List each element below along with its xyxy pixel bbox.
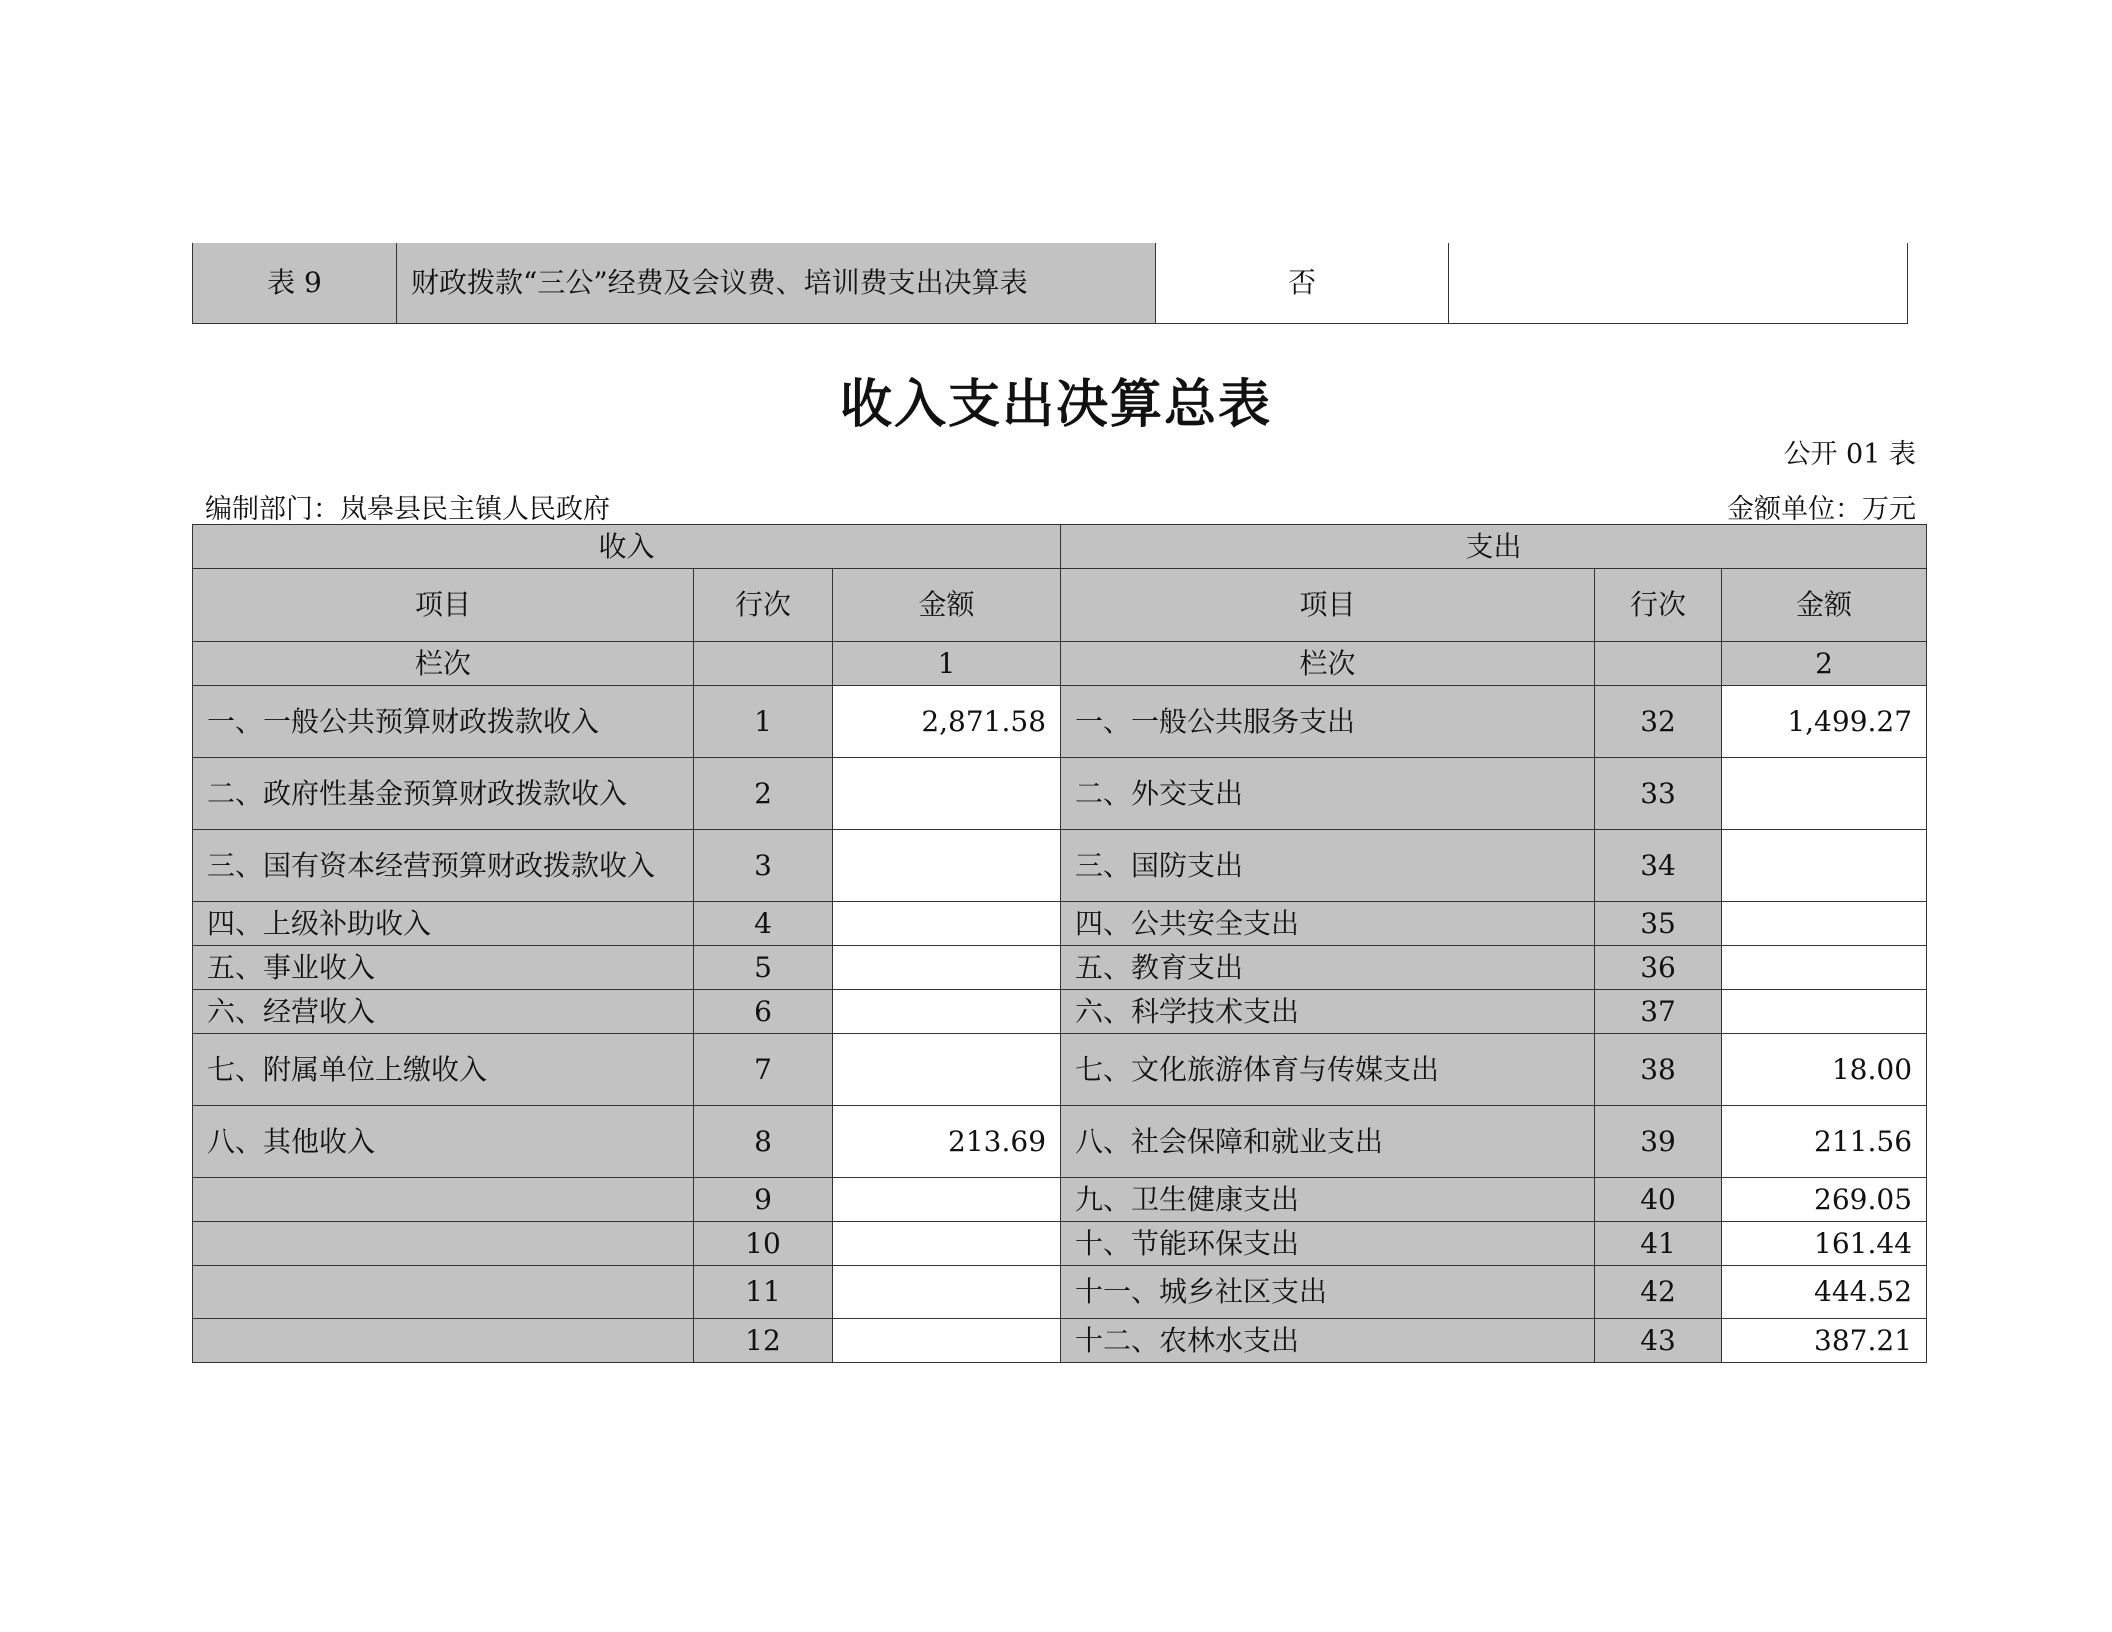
section-header-row (193, 525, 1927, 569)
expense-line-cell: 33 (1595, 758, 1722, 830)
report-title: 收入支出决算总表 (839, 374, 1272, 435)
expense-line-cell: 37 (1595, 990, 1722, 1034)
income-amount-cell (833, 1034, 1061, 1106)
expense-amount-cell: 387.21 (1722, 1319, 1927, 1363)
income-item-cell: 一、一般公共预算财政拨款收入 (193, 686, 694, 758)
income-line-header: 行次 (694, 569, 833, 642)
income-item-cell: 六、经营收入 (193, 990, 694, 1034)
income-line-cell: 1 (694, 686, 833, 758)
table-name-cell: 财政拨款“三公”经费及会议费、培训费支出决算表 (397, 243, 1156, 324)
expense-line-cell: 40 (1595, 1178, 1722, 1222)
expense-item-cell: 十一、城乡社区支出 (1061, 1266, 1595, 1319)
table-row (193, 990, 1927, 1034)
amount-unit-label: 金额单位：万元 (1727, 494, 1916, 525)
expense-item-cell: 三、国防支出 (1061, 830, 1595, 902)
income-amount-cell (833, 1319, 1061, 1363)
empty-flag-cell: 否 (1156, 243, 1449, 324)
table-row (193, 830, 1927, 902)
income-item-cell (193, 1178, 694, 1222)
income-item-cell: 四、上级补助收入 (193, 902, 694, 946)
table-row (193, 1222, 1927, 1266)
table-row (193, 758, 1927, 830)
expense-line-cell: 36 (1595, 946, 1722, 990)
income-amount-cell (833, 902, 1061, 946)
expense-item-cell: 一、一般公共服务支出 (1061, 686, 1595, 758)
income-amount-cell (833, 830, 1061, 902)
table-row (193, 946, 1927, 990)
income-line-cell: 9 (694, 1178, 833, 1222)
income-item-cell: 七、附属单位上缴收入 (193, 1034, 694, 1106)
expense-amount-cell: 269.05 (1722, 1178, 1927, 1222)
expense-column-number: 2 (1722, 642, 1927, 686)
column-number-row (193, 642, 1927, 686)
income-amount-cell (833, 758, 1061, 830)
expense-amount-cell: 161.44 (1722, 1222, 1927, 1266)
expense-line-cell: 32 (1595, 686, 1722, 758)
expense-amount-cell (1722, 758, 1927, 830)
income-amount-cell (833, 1222, 1061, 1266)
table-code: 公开 01 表 (1783, 439, 1916, 470)
income-column-number: 1 (833, 642, 1061, 686)
table-row (193, 902, 1927, 946)
expense-section-header: 支出 (1061, 525, 1927, 569)
catalogue-row (193, 243, 1908, 324)
income-line-cell: 8 (694, 1106, 833, 1178)
income-line-cell: 7 (694, 1034, 833, 1106)
table-row (193, 1266, 1927, 1319)
income-expense-table (192, 524, 1927, 1363)
income-column-label: 栏次 (193, 642, 694, 686)
expense-line-cell: 34 (1595, 830, 1722, 902)
income-line-cell: 12 (694, 1319, 833, 1363)
expense-item-cell: 十二、农林水支出 (1061, 1319, 1595, 1363)
note-cell (1449, 243, 1908, 324)
income-amount-cell: 213.69 (833, 1106, 1061, 1178)
expense-line-cell: 41 (1595, 1222, 1722, 1266)
expense-line-cell: 42 (1595, 1266, 1722, 1319)
income-item-header: 项目 (193, 569, 694, 642)
income-amount-cell (833, 990, 1061, 1034)
income-amount-cell (833, 1178, 1061, 1222)
expense-item-cell: 八、社会保障和就业支出 (1061, 1106, 1595, 1178)
expense-line-header: 行次 (1595, 569, 1722, 642)
table-row (193, 686, 1927, 758)
expense-item-cell: 六、科学技术支出 (1061, 990, 1595, 1034)
expense-item-cell: 十、节能环保支出 (1061, 1222, 1595, 1266)
column-header-row (193, 569, 1927, 642)
income-item-cell: 二、政府性基金预算财政拨款收入 (193, 758, 694, 830)
income-line-cell: 3 (694, 830, 833, 902)
income-amount-cell (833, 946, 1061, 990)
income-line-cell: 10 (694, 1222, 833, 1266)
income-line-cell: 4 (694, 902, 833, 946)
income-item-cell: 八、其他收入 (193, 1106, 694, 1178)
expense-line-cell: 38 (1595, 1034, 1722, 1106)
expense-item-cell: 五、教育支出 (1061, 946, 1595, 990)
income-amount-cell (833, 1266, 1061, 1319)
expense-amount-cell: 211.56 (1722, 1106, 1927, 1178)
income-item-cell: 五、事业收入 (193, 946, 694, 990)
income-line-cell: 11 (694, 1266, 833, 1319)
income-line-blank (694, 642, 833, 686)
income-amount-header: 金额 (833, 569, 1061, 642)
expense-amount-cell: 18.00 (1722, 1034, 1927, 1106)
table-number-cell: 表 9 (193, 243, 397, 324)
expense-item-cell: 四、公共安全支出 (1061, 902, 1595, 946)
income-section-header: 收入 (193, 525, 1061, 569)
income-line-cell: 5 (694, 946, 833, 990)
expense-column-label: 栏次 (1061, 642, 1595, 686)
income-line-cell: 6 (694, 990, 833, 1034)
income-line-cell: 2 (694, 758, 833, 830)
department-label: 编制部门：岚皋县民主镇人民政府 (205, 494, 610, 525)
expense-item-cell: 九、卫生健康支出 (1061, 1178, 1595, 1222)
table-row (193, 1178, 1927, 1222)
expense-item-cell: 二、外交支出 (1061, 758, 1595, 830)
income-item-cell (193, 1319, 694, 1363)
expense-line-cell: 39 (1595, 1106, 1722, 1178)
expense-amount-header: 金额 (1722, 569, 1927, 642)
table-row (193, 1319, 1927, 1363)
expense-item-header: 项目 (1061, 569, 1595, 642)
income-amount-cell: 2,871.58 (833, 686, 1061, 758)
expense-line-cell: 43 (1595, 1319, 1722, 1363)
expense-amount-cell: 1,499.27 (1722, 686, 1927, 758)
table-row (193, 1106, 1927, 1178)
expense-amount-cell (1722, 902, 1927, 946)
expense-amount-cell (1722, 830, 1927, 902)
income-item-cell: 三、国有资本经营预算财政拨款收入 (193, 830, 694, 902)
table-row (193, 1034, 1927, 1106)
expense-amount-cell: 444.52 (1722, 1266, 1927, 1319)
expense-line-blank (1595, 642, 1722, 686)
expense-amount-cell (1722, 990, 1927, 1034)
expense-line-cell: 35 (1595, 902, 1722, 946)
expense-item-cell: 七、文化旅游体育与传媒支出 (1061, 1034, 1595, 1106)
catalogue-table-fragment (192, 243, 1908, 324)
income-item-cell (193, 1266, 694, 1319)
expense-amount-cell (1722, 946, 1927, 990)
income-item-cell (193, 1222, 694, 1266)
